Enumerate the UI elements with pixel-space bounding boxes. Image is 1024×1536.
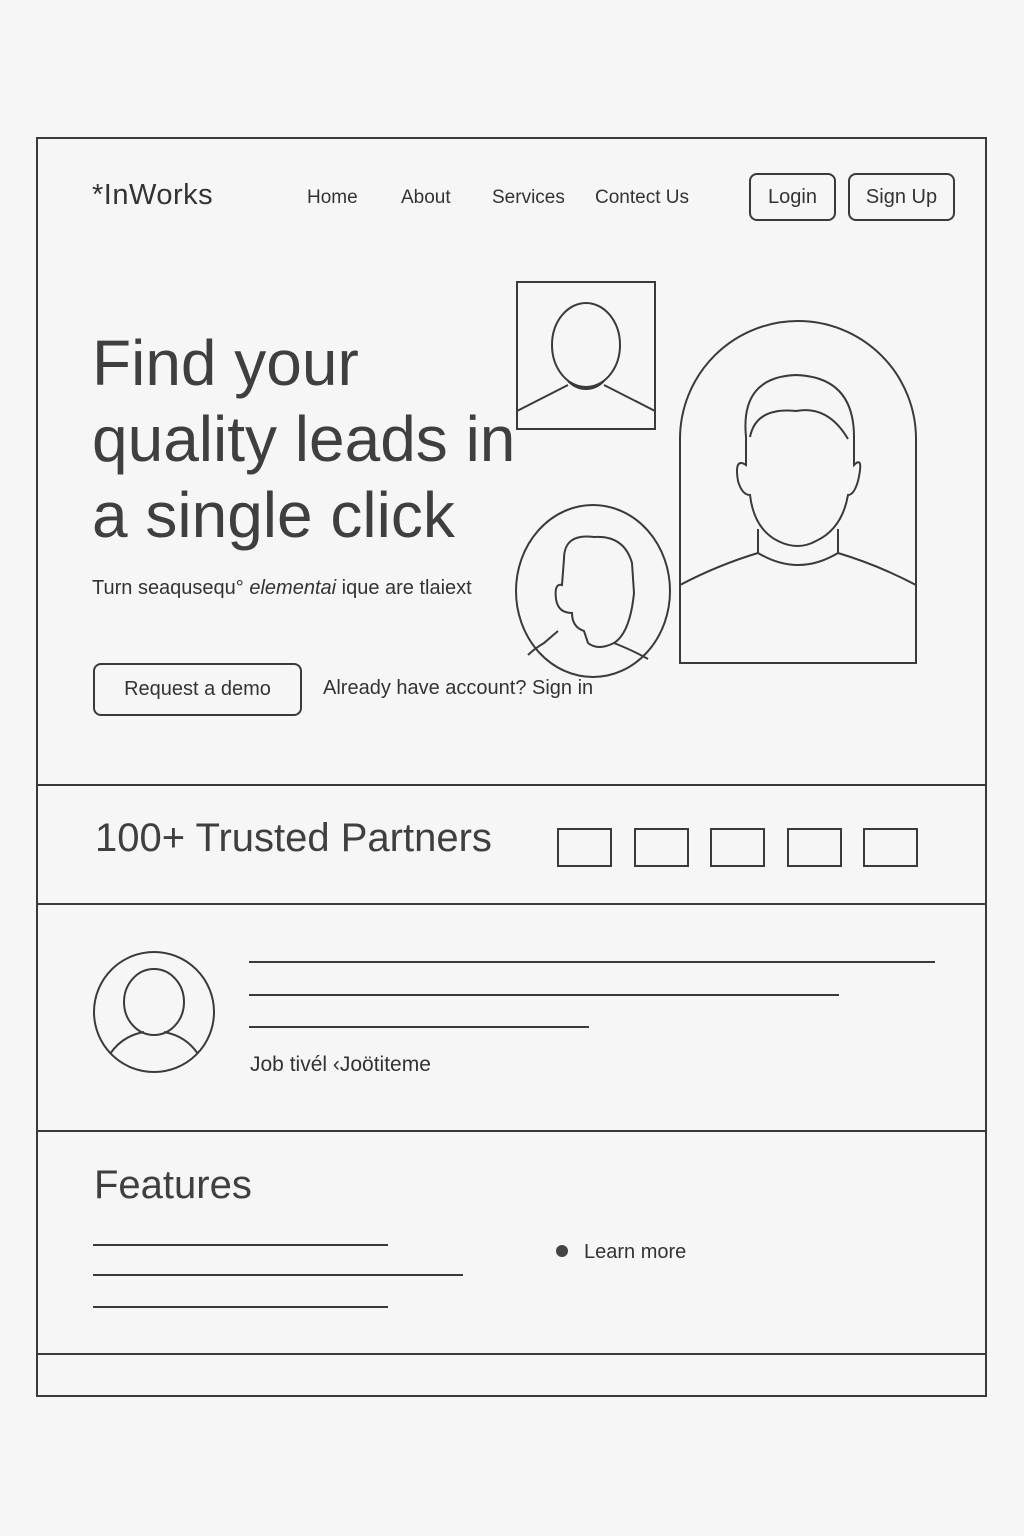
text-placeholder-line bbox=[93, 1244, 388, 1246]
text-placeholder-line bbox=[249, 994, 839, 996]
partner-logo-placeholder bbox=[557, 828, 612, 867]
bullet-icon bbox=[556, 1245, 568, 1257]
hero-subtitle-start: Turn seaqusequ° bbox=[92, 577, 250, 599]
hero-title-line-2: quality leads in bbox=[92, 403, 516, 475]
partner-logo-placeholder bbox=[863, 828, 918, 867]
section-divider bbox=[38, 1353, 985, 1355]
hero-subtitle-end: ique are tlaiext bbox=[336, 577, 472, 599]
job-title: Job tivél ‹Joötiteme bbox=[250, 1053, 431, 1076]
profile-photo-square-illustration bbox=[516, 281, 658, 431]
page-frame bbox=[36, 137, 987, 1397]
partner-logo-placeholder bbox=[634, 828, 689, 867]
login-button[interactable]: Login bbox=[749, 173, 836, 221]
section-divider bbox=[38, 1130, 985, 1132]
hero-subtitle-emphasis: elementai bbox=[249, 577, 337, 599]
hero-title-line-3: a single click bbox=[92, 479, 455, 551]
hero-title-line-1: Find your bbox=[92, 327, 359, 399]
hero-title bbox=[92, 325, 532, 553]
partners-title: 100+ Trusted Partners bbox=[95, 816, 492, 860]
brand-logo[interactable]: *InWorks bbox=[92, 179, 214, 211]
learn-more-link[interactable]: Learn more bbox=[584, 1241, 687, 1263]
nav-contact-link[interactable]: Contect Us bbox=[595, 187, 689, 208]
request-demo-button[interactable]: Request a demo bbox=[93, 663, 302, 716]
nav-services-link[interactable]: Services bbox=[492, 187, 565, 208]
nav-about-link[interactable]: About bbox=[401, 187, 451, 208]
signup-button[interactable]: Sign Up bbox=[848, 173, 955, 221]
section-divider bbox=[38, 903, 985, 905]
text-placeholder-line bbox=[249, 961, 935, 963]
partner-logo-placeholder bbox=[710, 828, 765, 867]
profile-photo-circle-illustration bbox=[514, 503, 672, 681]
signin-prompt[interactable]: Already have account? Sign in bbox=[323, 677, 594, 699]
partner-logo-placeholder bbox=[787, 828, 842, 867]
avatar-icon bbox=[92, 950, 216, 1074]
section-divider bbox=[38, 784, 985, 786]
hero-subtitle bbox=[92, 577, 472, 600]
text-placeholder-line bbox=[249, 1026, 589, 1028]
nav-home-link[interactable]: Home bbox=[307, 187, 358, 208]
profile-photo-arch-illustration bbox=[678, 319, 918, 665]
text-placeholder-line bbox=[93, 1274, 463, 1276]
features-title: Features bbox=[94, 1163, 252, 1207]
text-placeholder-line bbox=[93, 1306, 388, 1308]
